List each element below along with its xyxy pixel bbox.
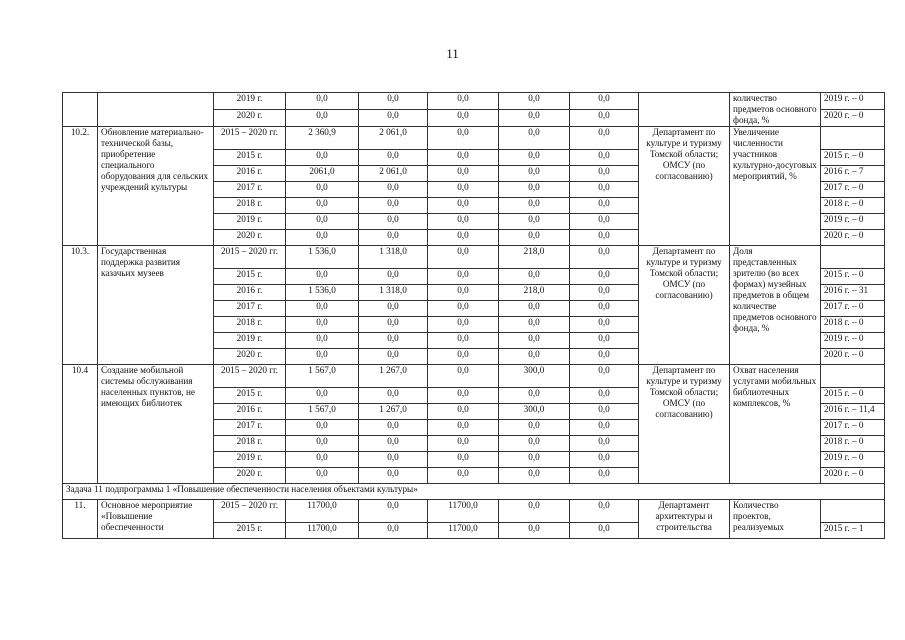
value-cell: 0,0 (428, 349, 499, 365)
target-cell: 2020 г. – 0 (821, 230, 885, 246)
value-cell: 1 318,0 (359, 285, 428, 301)
value-cell: 1 267,0 (359, 404, 428, 420)
value-cell: 0,0 (359, 500, 428, 523)
department-cell: Департамент по культуре и туризму Томской области; ОМСУ (по согласованию) (639, 365, 730, 484)
target-cell: 2019 г. – 0 (821, 214, 885, 230)
value-cell: 0,0 (359, 214, 428, 230)
target-cell: 2020 г. – 0 (821, 349, 885, 365)
value-cell: 0,0 (570, 230, 639, 246)
period-cell: 2020 г. (214, 230, 286, 246)
value-cell: 0,0 (499, 388, 570, 404)
item-name: Государственная поддержка развития казачьих музеев (98, 246, 214, 365)
value-cell: 1 267,0 (359, 365, 428, 388)
value-cell: 0,0 (286, 436, 359, 452)
period-cell: 2016 г. (214, 404, 286, 420)
value-cell: 0,0 (499, 150, 570, 166)
value-cell: 11700,0 (428, 500, 499, 523)
value-cell: 0,0 (570, 269, 639, 285)
period-cell: 2017 г. (214, 420, 286, 436)
value-cell: 0,0 (499, 523, 570, 539)
value-cell: 0,0 (570, 436, 639, 452)
value-cell: 1 318,0 (359, 246, 428, 269)
indicator-cell: Увеличение численности участников культурно-досуговых мероприятий, % (730, 127, 821, 246)
value-cell: 0,0 (359, 317, 428, 333)
value-cell: 0,0 (570, 500, 639, 523)
target-cell: 2015 г. – 0 (821, 388, 885, 404)
table-row (63, 365, 885, 388)
value-cell: 0,0 (286, 333, 359, 349)
item-name: Основное мероприятие «Повышение обеспеченности (98, 500, 214, 539)
value-cell: 1 536,0 (286, 246, 359, 269)
value-cell: 0,0 (359, 436, 428, 452)
value-cell: 0,0 (286, 269, 359, 285)
value-cell: 0,0 (499, 301, 570, 317)
value-cell: 0,0 (359, 523, 428, 539)
value-cell: 0,0 (570, 198, 639, 214)
period-cell: 2018 г. (214, 198, 286, 214)
value-cell: 0,0 (428, 317, 499, 333)
table-row (63, 127, 885, 150)
value-cell: 0,0 (499, 110, 570, 127)
value-cell: 0,0 (570, 365, 639, 388)
value-cell: 0,0 (428, 468, 499, 484)
value-cell: 0,0 (499, 436, 570, 452)
period-cell: 2015 – 2020 гг. (214, 246, 286, 269)
value-cell: 0,0 (286, 230, 359, 246)
value-cell: 1 536,0 (286, 285, 359, 301)
target-cell: 2016 г. – 7 (821, 166, 885, 182)
value-cell: 0,0 (428, 388, 499, 404)
department-cell (639, 93, 730, 127)
value-cell: 0,0 (359, 301, 428, 317)
value-cell: 0,0 (570, 404, 639, 420)
target-cell (821, 127, 885, 150)
value-cell: 0,0 (428, 246, 499, 269)
target-cell (821, 246, 885, 269)
value-cell: 0,0 (570, 150, 639, 166)
target-cell: 2019 г. – 0 (821, 333, 885, 349)
value-cell: 0,0 (570, 246, 639, 269)
period-cell: 2016 г. (214, 166, 286, 182)
value-cell: 300,0 (499, 365, 570, 388)
value-cell: 0,0 (570, 523, 639, 539)
value-cell: 0,0 (570, 317, 639, 333)
period-cell: 2019 г. (214, 93, 286, 110)
target-cell: 2018 г. – 0 (821, 317, 885, 333)
department-cell: Департамент архитектуры и строительства (639, 500, 730, 539)
item-name: Создание мобильной системы обслуживания населенных пунктов, не имеющих библиотек (98, 365, 214, 484)
value-cell: 0,0 (570, 388, 639, 404)
value-cell: 0,0 (428, 214, 499, 230)
value-cell: 2 061,0 (359, 166, 428, 182)
value-cell: 0,0 (286, 182, 359, 198)
period-cell: 2015 – 2020 гг. (214, 127, 286, 150)
value-cell: 0,0 (428, 436, 499, 452)
value-cell: 0,0 (499, 198, 570, 214)
value-cell: 0,0 (286, 349, 359, 365)
value-cell: 0,0 (428, 285, 499, 301)
value-cell: 0,0 (570, 333, 639, 349)
value-cell: 0,0 (570, 452, 639, 468)
item-number: 10.2. (63, 127, 98, 246)
value-cell: 0,0 (499, 230, 570, 246)
value-cell: 0,0 (428, 127, 499, 150)
period-cell: 2020 г. (214, 468, 286, 484)
target-cell: 2015 г. – 0 (821, 150, 885, 166)
target-cell: 2015 г. – 1 (821, 523, 885, 539)
target-cell: 2017 г. – 0 (821, 301, 885, 317)
value-cell: 0,0 (286, 388, 359, 404)
period-cell: 2015 г. (214, 523, 286, 539)
page-number: 11 (446, 46, 459, 61)
period-cell: 2018 г. (214, 436, 286, 452)
period-cell: 2015 – 2020 гг. (214, 365, 286, 388)
value-cell: 0,0 (499, 349, 570, 365)
value-cell: 218,0 (499, 246, 570, 269)
value-cell: 0,0 (428, 182, 499, 198)
period-cell: 2017 г. (214, 301, 286, 317)
value-cell: 0,0 (428, 269, 499, 285)
value-cell: 0,0 (286, 110, 359, 127)
value-cell: 300,0 (499, 404, 570, 420)
period-cell: 2018 г. (214, 317, 286, 333)
value-cell: 1 567,0 (286, 365, 359, 388)
target-cell: 2020 г. – 0 (821, 110, 885, 127)
value-cell: 0,0 (499, 420, 570, 436)
value-cell: 0,0 (499, 127, 570, 150)
item-name (98, 93, 214, 127)
indicator-cell: количество предметов основного фонда, % (730, 93, 821, 127)
value-cell: 0,0 (359, 93, 428, 110)
item-number (63, 93, 98, 127)
value-cell: 0,0 (359, 333, 428, 349)
item-number: 10.4 (63, 365, 98, 484)
target-cell: 2016 г. – 31 (821, 285, 885, 301)
value-cell: 0,0 (286, 452, 359, 468)
target-cell: 2018 г. – 0 (821, 198, 885, 214)
value-cell: 0,0 (499, 182, 570, 198)
task-heading: Задача 11 подпрограммы 1 «Повышение обеспеченности населения объектами культуры» (63, 484, 885, 500)
value-cell: 0,0 (428, 452, 499, 468)
department-cell: Департамент по культуре и туризму Томской области; ОМСУ (по согласованию) (639, 127, 730, 246)
value-cell: 0,0 (286, 93, 359, 110)
item-name: Обновление материально-технической базы, приобретение специального оборудования для сельских учреждений культуры (98, 127, 214, 246)
table-row (63, 246, 885, 269)
value-cell: 0,0 (570, 110, 639, 127)
value-cell: 0,0 (428, 150, 499, 166)
value-cell: 0,0 (570, 301, 639, 317)
value-cell: 0,0 (499, 468, 570, 484)
period-cell: 2016 г. (214, 285, 286, 301)
table-body (63, 93, 885, 539)
value-cell: 0,0 (286, 420, 359, 436)
value-cell: 0,0 (359, 468, 428, 484)
value-cell: 0,0 (428, 301, 499, 317)
target-cell: 2019 г. – 0 (821, 452, 885, 468)
value-cell: 0,0 (428, 230, 499, 246)
value-cell: 0,0 (286, 301, 359, 317)
value-cell: 0,0 (570, 93, 639, 110)
period-cell: 2015 г. (214, 150, 286, 166)
table-row (63, 93, 885, 110)
target-cell: 2020 г. – 0 (821, 468, 885, 484)
table-row (63, 500, 885, 523)
period-cell: 2017 г. (214, 182, 286, 198)
value-cell: 0,0 (359, 269, 428, 285)
target-cell: 2019 г. – 0 (821, 93, 885, 110)
department-cell: Департамент по культуре и туризму Томской области; ОМСУ (по согласованию) (639, 246, 730, 365)
value-cell: 0,0 (428, 166, 499, 182)
task-heading-row (63, 484, 885, 500)
value-cell: 0,0 (428, 333, 499, 349)
period-cell: 2019 г. (214, 452, 286, 468)
period-cell: 2020 г. (214, 110, 286, 127)
value-cell: 0,0 (499, 214, 570, 230)
value-cell: 0,0 (359, 388, 428, 404)
value-cell: 218,0 (499, 285, 570, 301)
target-cell: 2017 г. – 0 (821, 182, 885, 198)
value-cell: 0,0 (428, 404, 499, 420)
period-cell: 2015 г. (214, 388, 286, 404)
period-cell: 2020 г. (214, 349, 286, 365)
budget-table (62, 92, 885, 539)
value-cell: 0,0 (428, 420, 499, 436)
value-cell: 0,0 (570, 127, 639, 150)
value-cell: 2 360,9 (286, 127, 359, 150)
value-cell: 0,0 (428, 365, 499, 388)
value-cell: 0,0 (499, 333, 570, 349)
target-cell: 2015 г. – 0 (821, 269, 885, 285)
target-cell (821, 500, 885, 523)
value-cell: 0,0 (428, 198, 499, 214)
value-cell: 0,0 (286, 214, 359, 230)
value-cell: 0,0 (570, 349, 639, 365)
value-cell: 0,0 (570, 468, 639, 484)
target-cell: 2018 г. – 0 (821, 436, 885, 452)
value-cell: 0,0 (359, 182, 428, 198)
value-cell: 0,0 (499, 500, 570, 523)
item-number: 11. (63, 500, 98, 539)
value-cell: 0,0 (428, 93, 499, 110)
value-cell: 11700,0 (286, 500, 359, 523)
target-cell: 2016 г. – 11,4 (821, 404, 885, 420)
value-cell: 0,0 (570, 285, 639, 301)
period-cell: 2019 г. (214, 214, 286, 230)
target-cell (821, 365, 885, 388)
period-cell: 2015 г. (214, 269, 286, 285)
value-cell: 0,0 (359, 349, 428, 365)
value-cell: 0,0 (499, 317, 570, 333)
value-cell: 0,0 (286, 468, 359, 484)
value-cell: 0,0 (359, 110, 428, 127)
value-cell: 1 567,0 (286, 404, 359, 420)
value-cell: 0,0 (570, 420, 639, 436)
value-cell: 0,0 (286, 317, 359, 333)
indicator-cell: Охват населения услугами мобильных библиотечных комплексов, % (730, 365, 821, 484)
value-cell: 0,0 (359, 230, 428, 246)
indicator-cell: Доля представленных зрителю (во всех формах) музейных предметов в общем количестве предметов основного фонда, % (730, 246, 821, 365)
value-cell: 0,0 (499, 93, 570, 110)
value-cell: 0,0 (570, 182, 639, 198)
value-cell: 0,0 (359, 198, 428, 214)
value-cell: 0,0 (286, 150, 359, 166)
value-cell: 11700,0 (428, 523, 499, 539)
period-cell: 2015 – 2020 гг. (214, 500, 286, 523)
item-number: 10.3. (63, 246, 98, 365)
value-cell: 2061,0 (286, 166, 359, 182)
value-cell: 0,0 (359, 420, 428, 436)
period-cell: 2019 г. (214, 333, 286, 349)
value-cell: 0,0 (570, 166, 639, 182)
value-cell: 0,0 (286, 198, 359, 214)
value-cell: 0,0 (499, 452, 570, 468)
target-cell: 2017 г. – 0 (821, 420, 885, 436)
value-cell: 0,0 (359, 452, 428, 468)
value-cell: 0,0 (428, 110, 499, 127)
indicator-cell: Количество проектов, реализуемых (730, 500, 821, 539)
value-cell: 11700,0 (286, 523, 359, 539)
value-cell: 0,0 (570, 214, 639, 230)
value-cell: 0,0 (499, 166, 570, 182)
value-cell: 0,0 (359, 150, 428, 166)
value-cell: 2 061,0 (359, 127, 428, 150)
value-cell: 0,0 (499, 269, 570, 285)
